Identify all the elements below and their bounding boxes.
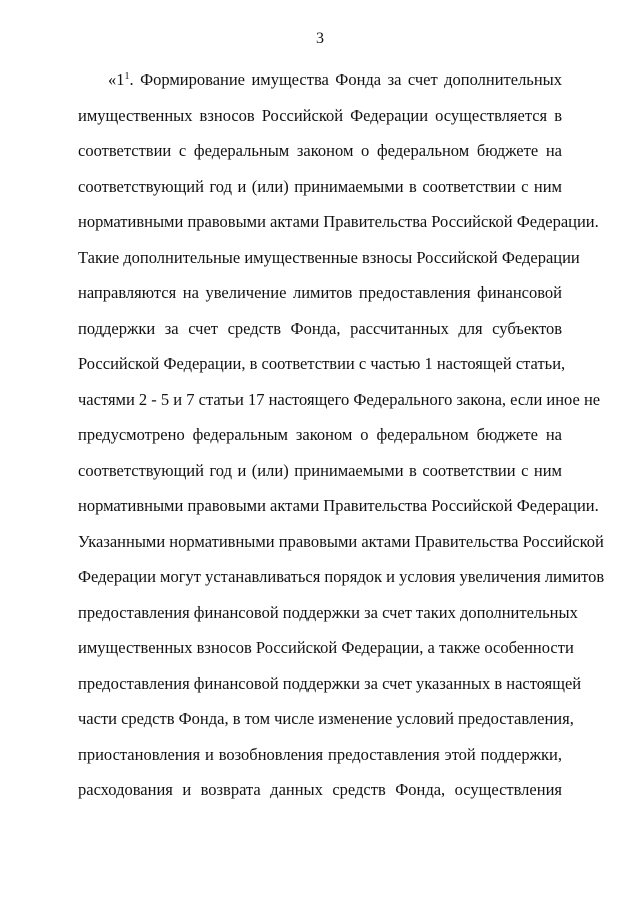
paragraph-line: части средств Фонда, в том числе изменение условий предоставления, xyxy=(78,709,574,728)
paragraph-line: предусмотрено федеральным законом о федеральном бюджете на xyxy=(78,425,562,444)
paragraph-line: предоставления финансовой поддержки за счет указанных в настоящей xyxy=(78,673,582,693)
page-number: 3 xyxy=(316,30,324,47)
paragraph-line: нормативными правовыми актами Правительства Российской Федерации. xyxy=(78,212,599,231)
document-paragraph xyxy=(78,68,605,814)
paragraph-line: направляются на увеличение лимитов предоставления финансовой xyxy=(78,283,562,302)
paragraph-line: расходования и возврата данных средств Фонда, осуществления xyxy=(78,780,562,799)
paragraph-line: частями 2 - 5 и 7 статьи 17 настоящего Федерального закона, если иное не xyxy=(78,389,601,409)
paragraph-line: имущественных взносов Российской Федерации, а также особенности xyxy=(78,638,574,657)
paragraph-first-line-text: . Формирование имущества Фонда за счет дополнительных xyxy=(129,70,562,89)
paragraph-line: поддержки за счет средств Фонда, рассчитанных для субъектов xyxy=(78,318,562,338)
paragraph-line-1 xyxy=(78,68,562,104)
paragraph-line: Российской Федерации, в соответствии с частью 1 настоящей статьи, xyxy=(78,354,566,373)
paragraph-line: имущественных взносов Российской Федерации осуществляется в xyxy=(78,105,562,125)
paragraph-line: нормативными правовыми актами Правительства Российской Федерации. xyxy=(78,496,599,515)
paragraph-superscript: 1 xyxy=(124,71,130,82)
paragraph-line: предоставления финансовой поддержки за счет таких дополнительных xyxy=(78,602,578,622)
paragraph-line: приостановления и возобновления предоставления этой поддержки, xyxy=(78,744,562,764)
paragraph-line: соответствующий год и (или) принимаемыми в соответствии с ним xyxy=(78,460,562,480)
paragraph-line: соответствующий год и (или) принимаемыми в соответствии с ним xyxy=(78,176,562,196)
paragraph-line: соответствии с федеральным законом о федеральном бюджете на xyxy=(78,141,562,160)
paragraph-line: Федерации могут устанавливаться порядок и условия увеличения лимитов xyxy=(78,567,605,586)
paragraph-prefix: «1 xyxy=(108,70,125,89)
paragraph-line: Указанными нормативными правовыми актами Правительства Российской xyxy=(78,531,604,551)
paragraph-line: Такие дополнительные имущественные взносы Российской Федерации xyxy=(78,247,580,267)
